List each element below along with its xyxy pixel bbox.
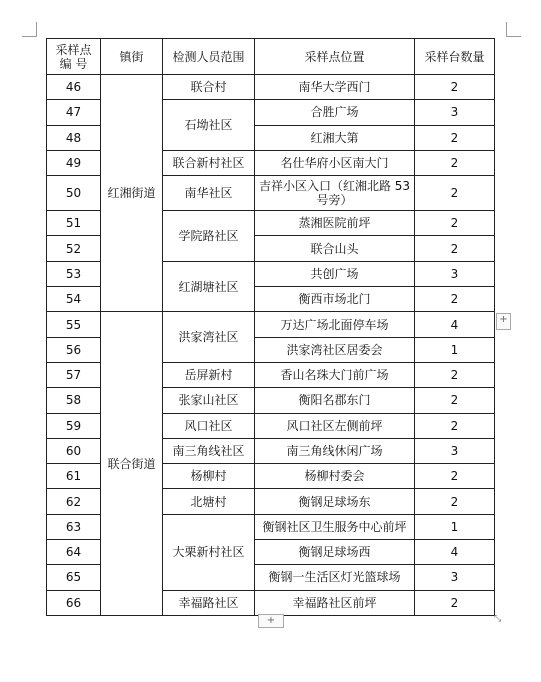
count-cell: 2 xyxy=(415,176,495,211)
location-cell: 幸福路社区前坪 xyxy=(255,590,415,615)
location-cell: 风口社区左侧前坪 xyxy=(255,413,415,438)
row-no: 57 xyxy=(47,362,101,387)
location-cell: 衡阳名郡东门 xyxy=(255,388,415,413)
table-header-row xyxy=(47,39,495,75)
table-row xyxy=(47,75,495,100)
count-cell: 2 xyxy=(415,75,495,100)
count-cell: 4 xyxy=(415,312,495,337)
scope-cell: 张家山社区 xyxy=(163,388,255,413)
row-no: 54 xyxy=(47,287,101,312)
table-row xyxy=(47,312,495,337)
row-no: 48 xyxy=(47,125,101,150)
count-cell: 2 xyxy=(415,287,495,312)
scope-cell: 南三角线社区 xyxy=(163,438,255,463)
location-cell: 洪家湾社区居委会 xyxy=(255,337,415,362)
sampling-points-table xyxy=(46,38,495,616)
scope-cell: 幸福路社区 xyxy=(163,590,255,615)
location-cell: 衡钢足球场东 xyxy=(255,489,415,514)
location-cell: 红湘大第 xyxy=(255,125,415,150)
scope-cell: 大栗新村社区 xyxy=(163,514,255,590)
count-cell: 3 xyxy=(415,261,495,286)
row-no: 65 xyxy=(47,565,101,590)
add-column-button[interactable]: + xyxy=(496,313,511,330)
row-no: 58 xyxy=(47,388,101,413)
location-cell: 杨柳村委会 xyxy=(255,464,415,489)
scope-cell: 联合新村社区 xyxy=(163,150,255,175)
scope-cell: 红湖塘社区 xyxy=(163,261,255,312)
row-no: 55 xyxy=(47,312,101,337)
street-cell: 联合街道 xyxy=(101,312,163,616)
location-cell: 名仕华府小区南大门 xyxy=(255,150,415,175)
count-cell: 2 xyxy=(415,236,495,261)
count-cell: 2 xyxy=(415,590,495,615)
scope-cell: 联合村 xyxy=(163,75,255,100)
row-no: 59 xyxy=(47,413,101,438)
location-cell: 衡钢社区卫生服务中心前坪 xyxy=(255,514,415,539)
count-cell: 3 xyxy=(415,100,495,125)
count-cell: 2 xyxy=(415,125,495,150)
header-scope: 检测人员范围 xyxy=(163,39,255,75)
location-cell: 蒸湘医院前坪 xyxy=(255,211,415,236)
scope-cell: 石坳社区 xyxy=(163,100,255,151)
row-no: 51 xyxy=(47,211,101,236)
scope-cell: 风口社区 xyxy=(163,413,255,438)
header-street: 镇街 xyxy=(101,39,163,75)
count-cell: 2 xyxy=(415,464,495,489)
count-cell: 2 xyxy=(415,362,495,387)
location-cell: 吉祥小区入口（红湘北路 53 号旁） xyxy=(255,176,415,211)
row-no: 64 xyxy=(47,540,101,565)
scope-cell: 岳屏新村 xyxy=(163,362,255,387)
location-cell: 合胜广场 xyxy=(255,100,415,125)
count-cell: 2 xyxy=(415,388,495,413)
location-cell: 共创广场 xyxy=(255,261,415,286)
count-cell: 4 xyxy=(415,540,495,565)
count-cell: 2 xyxy=(415,150,495,175)
row-no: 52 xyxy=(47,236,101,261)
count-cell: 3 xyxy=(415,565,495,590)
street-cell: 红湘街道 xyxy=(101,75,163,312)
row-no: 53 xyxy=(47,261,101,286)
row-no: 56 xyxy=(47,337,101,362)
row-no: 47 xyxy=(47,100,101,125)
page-corner-mark xyxy=(22,22,37,37)
count-cell: 2 xyxy=(415,211,495,236)
add-row-button[interactable]: + xyxy=(258,614,284,628)
row-no: 60 xyxy=(47,438,101,463)
scope-cell: 杨柳村 xyxy=(163,464,255,489)
row-no: 46 xyxy=(47,75,101,100)
location-cell: 南三角线休闲广场 xyxy=(255,438,415,463)
header-no: 采样点 编 号 xyxy=(47,39,101,75)
scope-cell: 学院路社区 xyxy=(163,211,255,262)
scope-cell: 洪家湾社区 xyxy=(163,312,255,363)
scope-cell: 南华社区 xyxy=(163,176,255,211)
row-no: 66 xyxy=(47,590,101,615)
page-corner-mark xyxy=(506,22,521,37)
location-cell: 联合山头 xyxy=(255,236,415,261)
location-cell: 衡钢足球场西 xyxy=(255,540,415,565)
location-cell: 万达广场北面停车场 xyxy=(255,312,415,337)
count-cell: 2 xyxy=(415,489,495,514)
location-cell: 衡西市场北门 xyxy=(255,287,415,312)
row-no: 63 xyxy=(47,514,101,539)
location-cell: 香山名珠大门前广场 xyxy=(255,362,415,387)
row-no: 50 xyxy=(47,176,101,211)
count-cell: 3 xyxy=(415,438,495,463)
row-no: 49 xyxy=(47,150,101,175)
count-cell: 2 xyxy=(415,413,495,438)
row-no: 62 xyxy=(47,489,101,514)
location-cell: 南华大学西门 xyxy=(255,75,415,100)
count-cell: 1 xyxy=(415,514,495,539)
count-cell: 1 xyxy=(415,337,495,362)
scope-cell: 北塘村 xyxy=(163,489,255,514)
location-cell: 衡钢一生活区灯光篮球场 xyxy=(255,565,415,590)
header-count: 采样台数量 xyxy=(415,39,495,75)
table-resize-handle-icon[interactable]: ⤡ xyxy=(494,614,502,624)
row-no: 61 xyxy=(47,464,101,489)
header-location: 采样点位置 xyxy=(255,39,415,75)
